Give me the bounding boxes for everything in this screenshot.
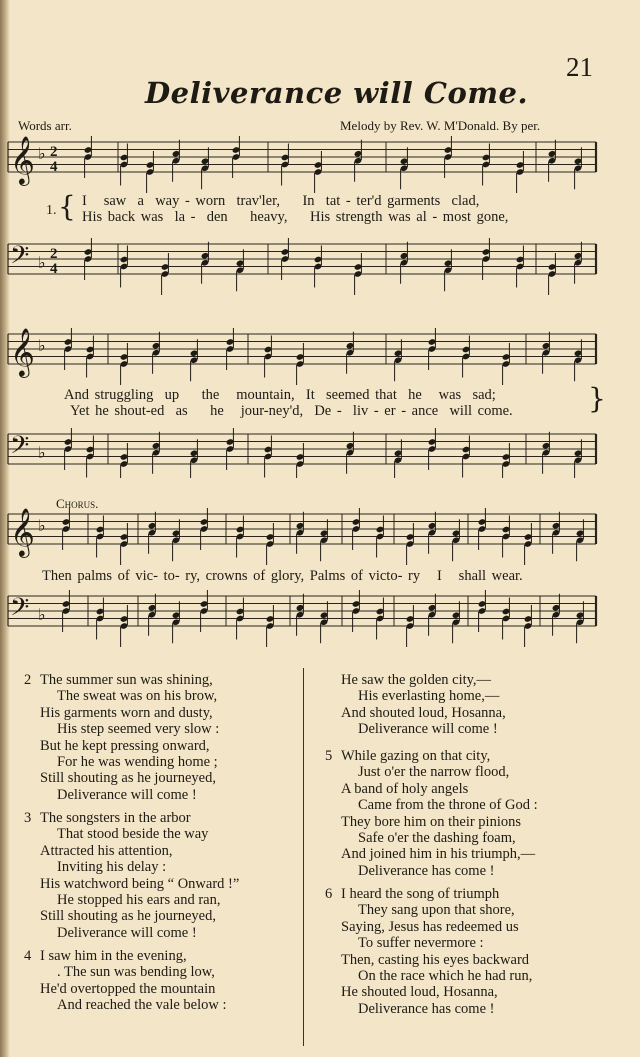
time-signature-top: 2	[50, 246, 58, 262]
chorus-lyric-line: Then palms of vic- to- ry, crowns of glory, Palms of victo- ry I shall wear.	[42, 568, 523, 584]
stanza-line: Safe o'er the dashing foam,	[358, 830, 516, 847]
note-chord	[502, 443, 511, 478]
note-chord	[542, 332, 551, 374]
note-chord	[542, 432, 551, 474]
verse-brace-close: }	[588, 382, 606, 415]
bass-clef-icon: 𝄢	[10, 241, 30, 276]
note-chord	[296, 512, 305, 554]
lyric-line-1: I saw a way - worn trav'ler, In tat - ter'd garments clad,	[82, 193, 480, 209]
stanza-line: And joined him in his triumph,—	[341, 846, 536, 863]
stanza-5	[325, 748, 538, 879]
stanza-number: 4	[24, 948, 32, 964]
stanza-line: Still shouting as he journeyed,	[40, 770, 216, 787]
stanza-line: His everlasting home,—	[358, 688, 500, 705]
stanza-line: The songsters in the arbor	[40, 810, 191, 826]
note-chord	[428, 512, 437, 554]
note-chord	[400, 242, 409, 284]
bass-clef-icon: 𝄢	[10, 593, 30, 628]
note-chord	[548, 140, 557, 182]
stanza-line: And shouted loud, Hosanna,	[341, 704, 506, 721]
stanza-line: And reached the vale below :	[57, 997, 227, 1014]
note-chord	[320, 601, 329, 643]
stanza-line: His garments worn and dusty,	[40, 704, 213, 721]
note-chord	[574, 242, 583, 284]
stanza-line: . The sun was bending low,	[57, 964, 215, 981]
stanza-line: Deliverance will come !	[57, 786, 197, 803]
note-chord	[576, 519, 585, 561]
treble-clef-icon: 𝄞	[10, 507, 35, 556]
bass-clef-icon: 𝄢	[10, 431, 30, 466]
note-chord	[400, 147, 409, 189]
note-chord	[190, 339, 199, 381]
stanza-line: Attracted his attention,	[40, 842, 173, 859]
flat-key-signature-icon: ♭	[38, 338, 46, 355]
note-chord	[201, 147, 210, 189]
note-chord	[236, 249, 245, 291]
stanza-2	[24, 672, 220, 803]
note-chord	[296, 594, 305, 636]
bass-staff	[8, 431, 596, 466]
note-chord	[574, 147, 583, 189]
stanza-line: Deliverance will come !	[358, 721, 498, 738]
stanza-line: He shouted loud, Hosanna,	[341, 984, 498, 1001]
stanza-line: For he was wending home ;	[57, 754, 218, 771]
stanza-line: Deliverance has come !	[358, 862, 495, 879]
stanza-line: Still shouting as he journeyed,	[40, 908, 216, 925]
stanza-line: Came from the throne of God :	[358, 797, 538, 814]
stanza-4-continued	[341, 672, 506, 738]
note-chord	[190, 439, 199, 478]
note-chord	[452, 519, 461, 561]
stanza-line: Deliverance will come !	[57, 924, 197, 941]
stanza-line: Saying, Jesus has redeemed us	[341, 918, 519, 935]
note-chord	[452, 601, 461, 643]
stanza-line: His watchword being “ Onward !”	[40, 875, 240, 892]
stanza-line: A band of holy angels	[341, 780, 469, 797]
note-chord	[201, 242, 210, 284]
stanza-line: He'd overtopped the mountain	[40, 980, 216, 997]
note-chord	[172, 140, 181, 182]
stanza-line: But he kept pressing onward,	[40, 737, 210, 754]
column-divider	[303, 668, 304, 1046]
stanza-3	[24, 810, 240, 941]
stanza-line: His step seemed very slow :	[57, 721, 220, 738]
time-signature-bottom: 4	[50, 159, 58, 175]
stanza-line: I saw him in the evening,	[40, 948, 187, 964]
flat-key-signature-icon: ♭	[38, 445, 46, 462]
note-chord	[574, 339, 583, 381]
stanza-line: The sweat was on his brow,	[57, 688, 218, 705]
stanza-line: Then, casting his eyes backward	[341, 951, 530, 968]
stanza-line: On the race which he had run,	[358, 968, 533, 985]
flat-key-signature-icon: ♭	[38, 518, 46, 535]
stanza-line: Just o'er the narrow flood,	[358, 764, 510, 781]
hymn-title: Deliverance will Come.	[145, 76, 529, 110]
note-chord	[576, 601, 585, 643]
note-chord	[148, 512, 157, 554]
note-chord	[120, 443, 129, 478]
treble-staff	[8, 327, 596, 378]
flat-key-signature-icon: ♭	[38, 146, 46, 163]
treble-clef-icon: 𝄞	[10, 327, 35, 376]
treble-clef-icon: 𝄞	[10, 135, 35, 184]
lyric-line-4: Yet he shout-ed as he jour-ney'd, De - liv - er - ance will come.	[70, 403, 513, 419]
flat-key-signature-icon: ♭	[38, 255, 46, 272]
verse-number: 1.	[46, 203, 57, 218]
note-chord	[148, 594, 157, 636]
note-chord	[574, 439, 583, 478]
stanza-line: To suffer nevermore :	[358, 935, 484, 952]
stanza-line: I heard the song of triumph	[341, 886, 500, 902]
note-chord	[296, 443, 305, 478]
stanza-line: The summer sun was shining,	[40, 672, 213, 688]
melody-credit: Melody by Rev. W. M'Donald. By per.	[340, 118, 541, 133]
stanza-line: They sang upon that shore,	[358, 902, 515, 919]
time-signature-top: 2	[50, 144, 58, 160]
stanza-number: 6	[325, 886, 333, 902]
note-chord	[394, 439, 403, 478]
stanza-line: They bore him on their pinions	[341, 813, 522, 830]
treble-staff	[8, 135, 596, 186]
verse-brace: {	[58, 190, 76, 223]
lyric-line-2: His back was la - den heavy, His strength was al - most gone,	[82, 209, 509, 225]
chorus-label: Chorus.	[56, 496, 99, 511]
note-chord	[152, 332, 161, 374]
note-chord	[320, 519, 329, 561]
stanza-number: 3	[24, 810, 32, 826]
bass-staff	[8, 241, 596, 277]
flat-key-signature-icon: ♭	[38, 607, 46, 624]
note-chord	[346, 332, 355, 374]
time-signature-bottom: 4	[50, 261, 58, 277]
page-number: 21	[566, 52, 593, 82]
note-chord	[172, 601, 181, 643]
lyric-line-3: And struggling up the mountain, It seemed that he was sad;	[64, 387, 496, 403]
stanza-line: Deliverance has come !	[358, 1000, 495, 1017]
note-chord	[394, 339, 403, 381]
stanza-4	[24, 948, 227, 1014]
stanza-6	[325, 886, 533, 1017]
note-chord	[444, 249, 453, 291]
stanza-line: Inviting his delay :	[57, 859, 167, 876]
note-chord	[346, 432, 355, 474]
note-chord	[428, 594, 437, 636]
stanza-number: 5	[325, 748, 333, 764]
stanza-line: He stopped his ears and ran,	[57, 892, 221, 909]
stanza-line: While gazing on that city,	[341, 748, 491, 764]
note-chord	[552, 594, 561, 636]
note-chord	[152, 432, 161, 474]
words-credit: Words arr.	[18, 118, 72, 133]
stanza-number: 2	[24, 672, 32, 688]
note-chord	[354, 140, 363, 182]
note-chord	[552, 512, 561, 554]
note-chord	[172, 519, 181, 561]
stanza-line: That stood beside the way	[57, 826, 209, 843]
stanza-line: He saw the golden city,—	[341, 672, 492, 688]
